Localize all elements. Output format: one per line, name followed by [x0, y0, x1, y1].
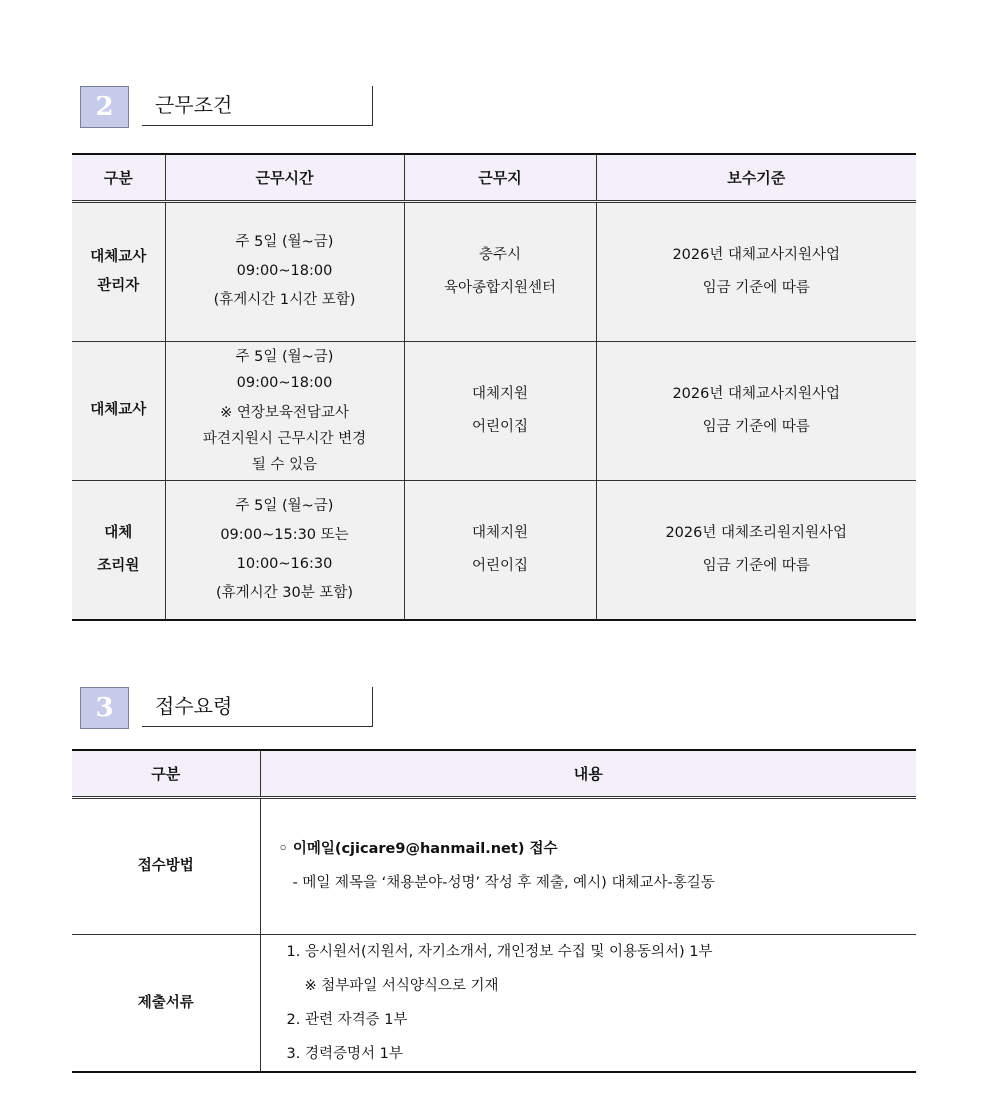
row-hours: 주 5일 (월~금) 09:00~15:30 또는 10:00~16:30 (휴게시간 30분 포함) [165, 480, 404, 620]
email-subject-instruction: - 메일 제목을 ‘채용분야-성명’ 작성 후 제출, 예시) 대체교사-홍길동 [292, 875, 715, 891]
row-hours: 주 5일 (월~금) 09:00~18:00 (휴게시간 1시간 포함) [165, 201, 404, 341]
row-place: 충주시 육아종합지원센터 [404, 201, 596, 341]
row-hours: 주 5일 (월~금) 09:00~18:00 ※ 연장보육전담교사 파견지원시 근무시간 변경 될 수 있음 [165, 341, 404, 480]
method-content [260, 797, 916, 934]
document-item: 3. 경력증명서 1부 [286, 1045, 403, 1062]
header-category: 구분 [72, 750, 260, 797]
row-pay: 2026년 대체교사지원사업 임금 기준에 따름 [596, 341, 916, 480]
section-2-heading [80, 86, 380, 130]
table-row [72, 201, 916, 341]
section-number-badge: 3 [80, 687, 129, 729]
application-guide-table [72, 749, 916, 1073]
section-3-heading [80, 687, 380, 731]
row-pay: 2026년 대체교사지원사업 임금 기준에 따름 [596, 201, 916, 341]
header-pay: 보수기준 [596, 154, 916, 201]
header-hours: 근무시간 [165, 154, 404, 201]
row-place: 대체지원 어린이집 [404, 480, 596, 620]
method-label: 접수방법 [72, 797, 260, 934]
row-category: 대체교사 [72, 341, 165, 480]
row-pay: 2026년 대체조리원지원사업 임금 기준에 따름 [596, 480, 916, 620]
email-instruction: ◦ 이메일(cjicare9@hanmail.net) 접수 [278, 841, 558, 857]
work-conditions-table [72, 153, 916, 621]
table-row [72, 934, 916, 1072]
row-category: 대체교사 관리자 [72, 201, 165, 341]
table-row [72, 797, 916, 934]
documents-label: 제출서류 [72, 934, 260, 1072]
row-category: 대체 조리원 [72, 480, 165, 620]
document-item: 1. 응시원서(지원서, 자기소개서, 개인정보 수집 및 이용동의서) 1부 [286, 943, 713, 960]
row-place: 대체지원 어린이집 [404, 341, 596, 480]
section-title: 접수요령 [142, 687, 373, 727]
document-item: 2. 관련 자격증 1부 [286, 1011, 408, 1028]
table-row [72, 480, 916, 620]
section-title: 근무조건 [142, 86, 373, 126]
table-row [72, 341, 916, 480]
header-place: 근무지 [404, 154, 596, 201]
header-category: 구분 [72, 154, 165, 201]
header-content: 내용 [260, 750, 916, 797]
document-note: ※ 첨부파일 서식양식으로 기재 [304, 977, 499, 994]
documents-content [260, 934, 916, 1072]
section-number-badge: 2 [80, 86, 129, 128]
